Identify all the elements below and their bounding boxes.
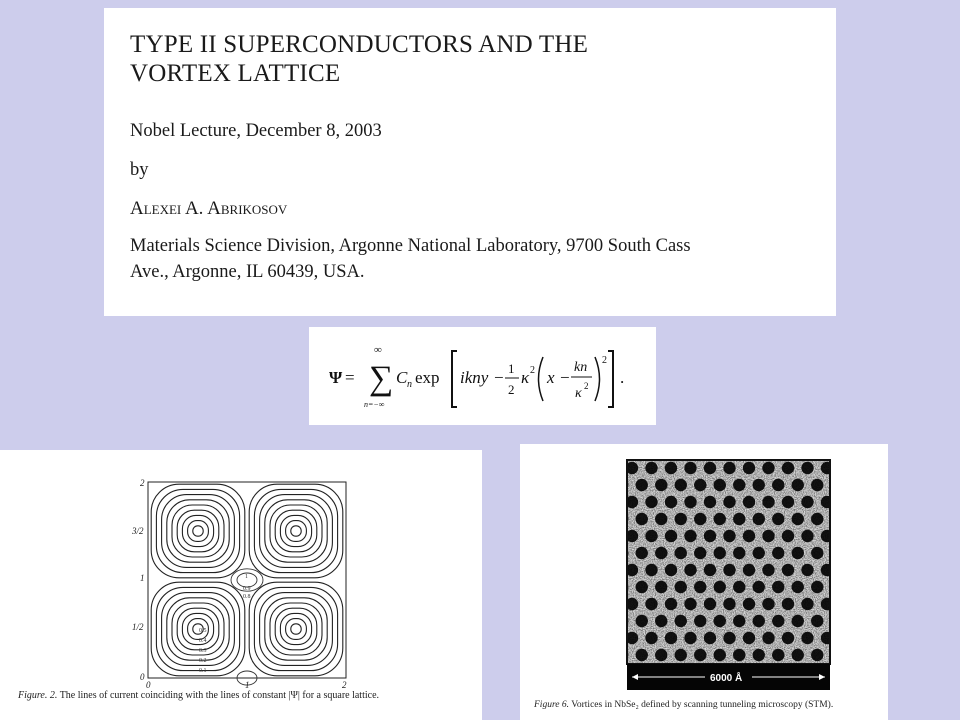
vortex-spot [850, 683, 862, 695]
stm-grain [627, 460, 830, 664]
vortex-spot [831, 547, 843, 559]
minus-sign-2: − [560, 368, 570, 387]
vortex-spot [831, 649, 843, 661]
figure-2-caption [18, 690, 379, 702]
left-paren [539, 357, 544, 401]
contour-label: 0.5 [199, 628, 207, 634]
sum-upper-limit: ∞ [374, 344, 382, 356]
figure-6-image [520, 444, 888, 694]
vortex-spot [655, 445, 667, 457]
vortex-spot [850, 615, 862, 627]
lecture-line: Nobel Lecture, December 8, 2003 [130, 121, 382, 141]
vortex-spot [840, 598, 852, 610]
y-tick-label: 0 [140, 672, 145, 682]
contour-label: 0.8 [243, 594, 251, 600]
fraction-kn: kn [574, 360, 588, 375]
y-tick-label: 1/2 [132, 622, 144, 632]
minus-sign: − [494, 368, 504, 387]
vortex-spot [606, 598, 618, 610]
figure-6-label: Figure 6. [534, 700, 570, 710]
vortex-spot [675, 445, 687, 457]
vortex-spot [831, 479, 843, 491]
by-line: by [130, 160, 149, 180]
vortex-spot [850, 479, 862, 491]
figure-2-plot [0, 450, 482, 690]
contour-label: 1 [245, 574, 248, 580]
vortex-spot [694, 445, 706, 457]
contour-label: 0.3 [199, 648, 207, 654]
x-tick-label: 1 [245, 680, 250, 690]
x-tick-label: 2 [342, 680, 347, 690]
left-bracket [452, 351, 457, 407]
vortex-spot [831, 615, 843, 627]
sum-lower-limit: n=−∞ [364, 400, 385, 409]
vortex-spot [840, 530, 852, 542]
vortex-spot [840, 632, 852, 644]
sum-symbol: ∑ [369, 360, 394, 397]
coefficient-subscript: n [407, 379, 412, 390]
kappa-symbol: κ [521, 368, 530, 387]
vortex-spot [831, 513, 843, 525]
y-tick-label: 2 [140, 478, 145, 488]
vortex-spot [831, 683, 843, 695]
vortex-spot [606, 666, 618, 678]
vortex-spot [831, 581, 843, 593]
figure-6-caption [534, 699, 833, 711]
affiliation-line-2: Ave., Argonne, IL 60439, USA. [130, 262, 365, 282]
affiliation-line-1: Materials Science Division, Argonne National Laboratory, 9700 South Cass [130, 236, 691, 256]
coefficient: C [396, 368, 408, 387]
figure-2-card [0, 450, 482, 720]
y-tick-label: 3/2 [132, 526, 144, 536]
vortex-spot [840, 564, 852, 576]
right-paren [595, 357, 600, 401]
vortex-spot [606, 462, 618, 474]
vortex-spot [850, 581, 862, 593]
figure-2-caption-text: The lines of current coinciding with the lines of constant |Ψ| for a square lattice. [59, 690, 380, 701]
vortex-spot [840, 666, 852, 678]
wavefunction-formula [309, 327, 656, 425]
vortex-spot [850, 513, 862, 525]
x-variable: x [547, 368, 555, 387]
right-bracket [608, 351, 613, 407]
figure-6-caption-text: Vortices in NbSe₂ defined by scanning tunneling microscopy (STM). [571, 700, 834, 710]
vortex-spot [840, 462, 852, 474]
vortex-spot [850, 649, 862, 661]
equals-sign: = [345, 368, 355, 387]
vortex-spot [606, 496, 618, 508]
vortex-spot [792, 445, 804, 457]
vortex-spot [772, 445, 784, 457]
figure-6-card [520, 444, 888, 720]
title-card [104, 8, 836, 316]
psi-symbol: Ψ [329, 368, 343, 387]
formula-card [309, 327, 656, 425]
vortex-spot [616, 683, 628, 695]
fraction-numerator: 1 [508, 361, 515, 376]
vortex-spot [616, 445, 628, 457]
vortex-spot [840, 496, 852, 508]
vortex-spot [850, 547, 862, 559]
vortex-spot [636, 445, 648, 457]
fraction-kappa: κ [575, 386, 582, 401]
vortex-spot [733, 445, 745, 457]
vortex-spot [606, 632, 618, 644]
vortex-spot [811, 445, 823, 457]
vortex-spot [606, 530, 618, 542]
author-name: Alexei A. Abrikosov [130, 198, 288, 219]
scale-label: 6000 Å [710, 673, 743, 684]
vortex-spot [831, 445, 843, 457]
vortex-spot [753, 445, 765, 457]
term-ikny: ikny [460, 368, 489, 387]
x-tick-label: 0 [146, 680, 151, 690]
contour-label: 0.1 [199, 668, 207, 674]
fraction-kappa-exponent: 2 [584, 381, 589, 391]
vortex-spot [850, 445, 862, 457]
formula-period: . [620, 368, 625, 387]
contour-label: 0.4 [199, 638, 207, 644]
paren-exponent: 2 [602, 355, 607, 366]
figure-2-label: Figure. 2. [18, 690, 58, 701]
fraction-denominator: 2 [508, 382, 515, 397]
contour-label: 0.2 [199, 658, 207, 664]
contour-label: 0.9 [243, 586, 251, 592]
kappa-exponent: 2 [530, 365, 535, 376]
vortex-spot [714, 445, 726, 457]
exp-function: exp [415, 368, 440, 387]
y-tick-label: 1 [140, 573, 145, 583]
paper-title: TYPE II SUPERCONDUCTORS AND THE VORTEX LATTICE [130, 31, 589, 87]
vortex-spot [606, 564, 618, 576]
